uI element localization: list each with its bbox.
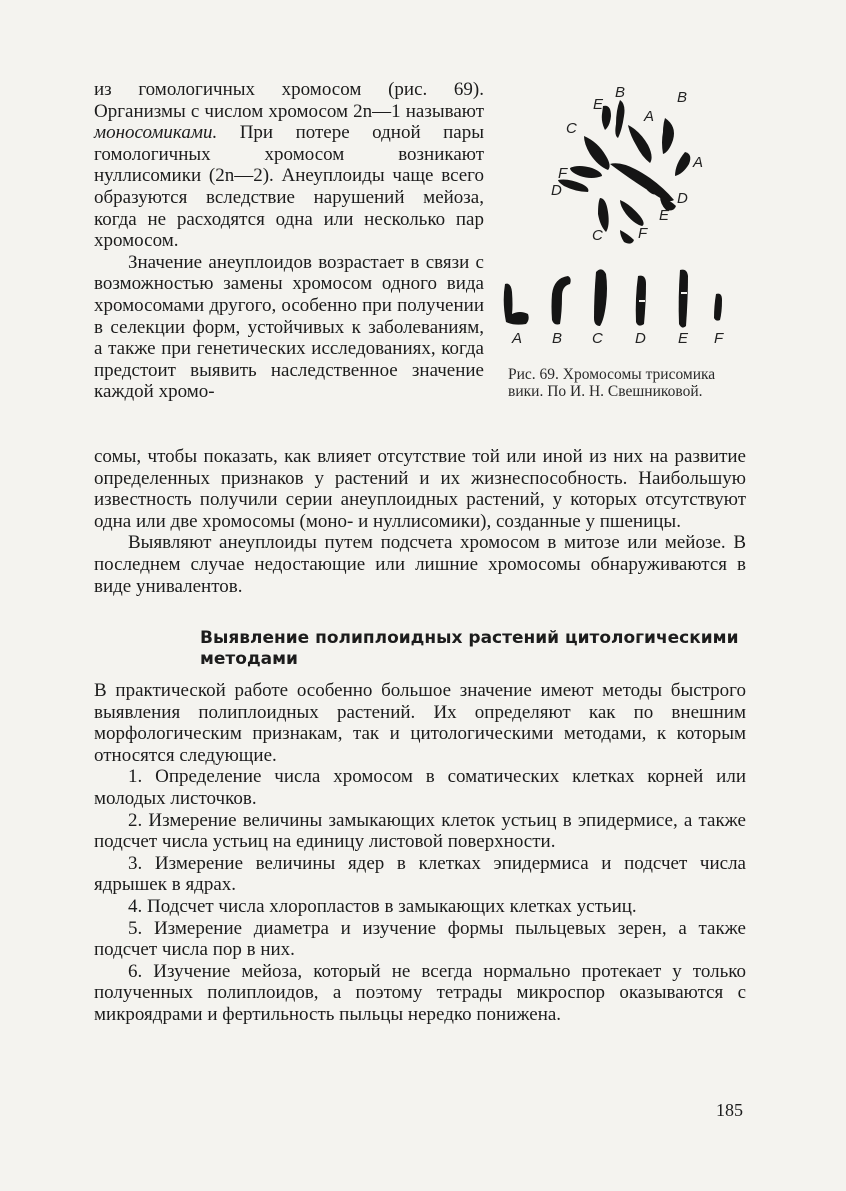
emphasized-term: моносомиками. [94,122,218,144]
metaphase-spread [558,100,690,244]
section-heading: Выявление полиплоидных растений цитологическими методами [200,628,739,669]
paragraph-text: из гомологичных хромосом (рис. 69). Организмы с числом хромосом 2n—1 называют [94,79,484,122]
label-e: E [678,330,689,347]
label-c: C [592,227,603,244]
paragraph-aneuploid-value: Значение анеуплоидов возрастает в связи с возможностью замены хромосом одного вида хромосомами другого, особенно при получении в селекции форм, устойчивых к заболеваниям, а также при генетических исследованиях, когда предстоит выявить наследственное значение каждой хромо- [94,251,484,403]
method-item: 3. Измерение величины ядер в клетках эпидермиса и подсчет числа ядрышек в ядрах. [94,852,746,896]
label-a: A [693,154,704,171]
paragraph-continuation: сомы, чтобы показать, как влияет отсутствие той или иной из них на развитие определенных признаков у растений и их жизнеспособность. Наибольшую известность получили серии анеуплоидных растений, у которых отсутствуют одна или две хромосомы (моно- и нуллисомики), созданные у пшеницы. [94,446,746,532]
methods-section [94,680,746,1026]
karyotype-labels [511,330,724,347]
label-a: A [512,330,523,347]
label-b: B [677,89,688,106]
label-d: D [551,182,562,199]
figure-caption: Рис. 69. Хромосомы трисомика вики. По И. Н. Свешниковой. [508,366,716,400]
paragraph-text: При потере одной пары гомологичных хромосом возникают нуллисомики (2n—2). Анеуплоиды чаще всего образуются вследствие нарушений мейоза, когда не расходятся одна или несколько пар хромосом. [94,122,484,252]
text-body-continued [94,446,746,597]
label-b: B [552,330,563,347]
page-number: 185 [716,1100,743,1120]
label-f: F [714,330,724,347]
karyotype-row [504,269,722,327]
method-item: 6. Изучение мейоза, который не всегда нормально протекает у только полученных полиплоидов, а поэтому тетрады микроспор оказываются с микроядрами и фертильность пыльцы нередко понижена. [94,960,746,1025]
method-item: 1. Определение числа хромосом в соматических клетках корней или молодых листочков. [94,766,746,809]
label-a: A [644,108,655,125]
label-b: B [615,84,626,101]
method-item: 2. Измерение величины замыкающих клеток устьиц в эпидермисе, а также подсчет числа устьиц на единицу листовой поверхности. [94,809,746,853]
method-item: 5. Измерение диаметра и изучение формы пыльцевых зерен, а также подсчет числа пор в них. [94,917,746,961]
paragraph-continuation [94,79,484,252]
text-column [94,79,484,403]
label-d: D [635,330,646,347]
paragraph-detection: Выявляют анеуплоиды путем подсчета хромосом в митозе или мейозе. В последнем случае недостающие или лишние хромосомы обнаруживаются в виде унивалентов. [94,532,746,597]
label-d: D [677,190,688,207]
label-e: E [593,96,604,113]
label-e: E [659,207,670,224]
method-item: 4. Подсчет числа хлоропластов в замыкающих клетках устьиц. [128,895,637,917]
label-f: F [638,225,648,242]
methods-intro: В практической работе особенно большое значение имеют методы быстрого выявления полиплоидных растений. Их определяют как по внешним морфологическим признакам, так и цитологическими методами, к которым относятся следующие. [94,680,746,766]
label-c: C [566,120,577,137]
label-c: C [592,330,603,347]
label-f: F [558,165,568,182]
